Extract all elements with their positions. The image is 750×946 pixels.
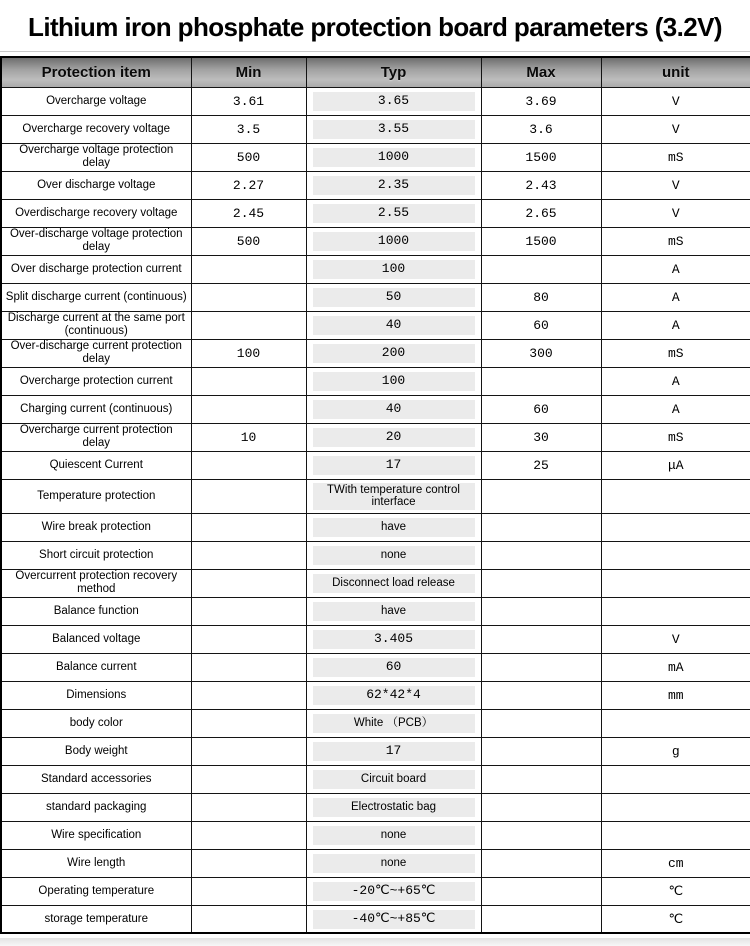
max-cell bbox=[481, 597, 601, 625]
typ-value: 1000 bbox=[313, 232, 475, 251]
table-row bbox=[1, 737, 750, 765]
item-cell: Overdischarge recovery voltage bbox=[1, 199, 191, 227]
min-cell bbox=[191, 625, 306, 653]
min-cell bbox=[191, 569, 306, 597]
min-cell bbox=[191, 737, 306, 765]
unit-cell: A bbox=[601, 367, 750, 395]
max-cell: 2.65 bbox=[481, 199, 601, 227]
table-row bbox=[1, 283, 750, 311]
typ-value: 17 bbox=[313, 742, 475, 761]
unit-cell: mm bbox=[601, 681, 750, 709]
typ-cell bbox=[306, 367, 481, 395]
table-row bbox=[1, 793, 750, 821]
parameters-table bbox=[0, 56, 750, 934]
typ-value: 3.55 bbox=[313, 120, 475, 139]
min-cell: 500 bbox=[191, 143, 306, 171]
unit-cell: A bbox=[601, 283, 750, 311]
typ-cell bbox=[306, 597, 481, 625]
unit-cell bbox=[601, 569, 750, 597]
unit-cell: cm bbox=[601, 849, 750, 877]
typ-cell bbox=[306, 765, 481, 793]
max-cell: 60 bbox=[481, 395, 601, 423]
unit-cell: ℃ bbox=[601, 877, 750, 905]
table-row bbox=[1, 849, 750, 877]
typ-cell bbox=[306, 171, 481, 199]
typ-value: 3.405 bbox=[313, 630, 475, 649]
table-row bbox=[1, 143, 750, 171]
unit-cell: A bbox=[601, 311, 750, 339]
unit-cell: μA bbox=[601, 451, 750, 479]
item-cell: Over-discharge current protection delay bbox=[1, 339, 191, 367]
unit-cell: mS bbox=[601, 423, 750, 451]
item-cell: Standard accessories bbox=[1, 765, 191, 793]
unit-cell: V bbox=[601, 625, 750, 653]
item-cell: Overcharge protection current bbox=[1, 367, 191, 395]
typ-cell bbox=[306, 681, 481, 709]
typ-value: none bbox=[313, 546, 475, 565]
typ-value: Circuit board bbox=[313, 770, 475, 789]
typ-cell bbox=[306, 793, 481, 821]
max-cell: 300 bbox=[481, 339, 601, 367]
item-cell: Charging current (continuous) bbox=[1, 395, 191, 423]
typ-value: 100 bbox=[313, 372, 475, 391]
typ-cell bbox=[306, 709, 481, 737]
min-cell bbox=[191, 653, 306, 681]
unit-cell: ℃ bbox=[601, 905, 750, 933]
typ-value: none bbox=[313, 854, 475, 873]
item-cell: Over-discharge voltage protection delay bbox=[1, 227, 191, 255]
typ-cell bbox=[306, 395, 481, 423]
item-cell: Wire length bbox=[1, 849, 191, 877]
bottom-strip bbox=[0, 938, 750, 946]
max-cell: 1500 bbox=[481, 227, 601, 255]
typ-cell bbox=[306, 625, 481, 653]
min-cell bbox=[191, 877, 306, 905]
max-cell bbox=[481, 709, 601, 737]
typ-value: 40 bbox=[313, 400, 475, 419]
table-row bbox=[1, 255, 750, 283]
max-cell: 25 bbox=[481, 451, 601, 479]
min-cell bbox=[191, 479, 306, 513]
typ-cell bbox=[306, 849, 481, 877]
table-row bbox=[1, 115, 750, 143]
max-cell: 1500 bbox=[481, 143, 601, 171]
item-cell: storage temperature bbox=[1, 905, 191, 933]
item-cell: Quiescent Current bbox=[1, 451, 191, 479]
unit-cell: V bbox=[601, 115, 750, 143]
item-cell: Operating temperature bbox=[1, 877, 191, 905]
unit-cell: A bbox=[601, 395, 750, 423]
typ-cell bbox=[306, 227, 481, 255]
item-cell: standard packaging bbox=[1, 793, 191, 821]
min-cell bbox=[191, 541, 306, 569]
min-cell: 2.27 bbox=[191, 171, 306, 199]
typ-value: 3.65 bbox=[313, 92, 475, 111]
max-cell bbox=[481, 793, 601, 821]
table-row bbox=[1, 541, 750, 569]
item-cell: body color bbox=[1, 709, 191, 737]
column-header-typ: Typ bbox=[306, 57, 481, 87]
typ-cell bbox=[306, 339, 481, 367]
table-row bbox=[1, 877, 750, 905]
typ-cell bbox=[306, 199, 481, 227]
table-row bbox=[1, 339, 750, 367]
unit-cell: V bbox=[601, 171, 750, 199]
typ-value: White （PCB） bbox=[313, 714, 475, 733]
min-cell: 3.61 bbox=[191, 87, 306, 115]
unit-cell: V bbox=[601, 199, 750, 227]
min-cell bbox=[191, 709, 306, 737]
table-row bbox=[1, 681, 750, 709]
max-cell bbox=[481, 821, 601, 849]
column-header-min: Min bbox=[191, 57, 306, 87]
table-row bbox=[1, 765, 750, 793]
min-cell bbox=[191, 451, 306, 479]
typ-value: 60 bbox=[313, 658, 475, 677]
table-row bbox=[1, 479, 750, 513]
typ-cell bbox=[306, 821, 481, 849]
column-header-protection-item: Protection item bbox=[1, 57, 191, 87]
typ-cell bbox=[306, 737, 481, 765]
item-cell: Balance current bbox=[1, 653, 191, 681]
typ-value: 62*42*4 bbox=[313, 686, 475, 705]
typ-cell bbox=[306, 513, 481, 541]
item-cell: Overcharge voltage bbox=[1, 87, 191, 115]
typ-cell bbox=[306, 653, 481, 681]
unit-cell: mS bbox=[601, 339, 750, 367]
page-title: Lithium iron phosphate protection board parameters (3.2V) bbox=[28, 12, 722, 42]
item-cell: Balance function bbox=[1, 597, 191, 625]
max-cell bbox=[481, 765, 601, 793]
title-bar bbox=[0, 0, 750, 49]
max-cell: 3.6 bbox=[481, 115, 601, 143]
item-cell: Wire specification bbox=[1, 821, 191, 849]
min-cell bbox=[191, 793, 306, 821]
item-cell: Dimensions bbox=[1, 681, 191, 709]
unit-cell bbox=[601, 821, 750, 849]
min-cell bbox=[191, 367, 306, 395]
table-row bbox=[1, 625, 750, 653]
min-cell bbox=[191, 765, 306, 793]
table-row bbox=[1, 569, 750, 597]
typ-cell bbox=[306, 479, 481, 513]
min-cell bbox=[191, 311, 306, 339]
typ-cell bbox=[306, 255, 481, 283]
typ-cell bbox=[306, 905, 481, 933]
min-cell bbox=[191, 849, 306, 877]
typ-value: 40 bbox=[313, 316, 475, 335]
unit-cell: g bbox=[601, 737, 750, 765]
table-header-row bbox=[1, 57, 750, 87]
max-cell bbox=[481, 737, 601, 765]
item-cell: Temperature protection bbox=[1, 479, 191, 513]
table-row bbox=[1, 395, 750, 423]
max-cell bbox=[481, 513, 601, 541]
typ-cell bbox=[306, 311, 481, 339]
typ-value: Disconnect load release bbox=[313, 574, 475, 593]
table-row bbox=[1, 513, 750, 541]
table-row bbox=[1, 423, 750, 451]
column-header-unit: unit bbox=[601, 57, 750, 87]
min-cell: 500 bbox=[191, 227, 306, 255]
typ-cell bbox=[306, 877, 481, 905]
table-row bbox=[1, 311, 750, 339]
item-cell: Discharge current at the same port (continuous) bbox=[1, 311, 191, 339]
table-row bbox=[1, 87, 750, 115]
typ-value: 1000 bbox=[313, 148, 475, 167]
unit-cell bbox=[601, 793, 750, 821]
max-cell bbox=[481, 905, 601, 933]
typ-value: 50 bbox=[313, 288, 475, 307]
title-divider bbox=[0, 51, 750, 52]
typ-value: 2.35 bbox=[313, 176, 475, 195]
min-cell: 2.45 bbox=[191, 199, 306, 227]
typ-value: TWith temperature control interface bbox=[313, 483, 475, 510]
unit-cell: A bbox=[601, 255, 750, 283]
item-cell: Over discharge protection current bbox=[1, 255, 191, 283]
table-row bbox=[1, 905, 750, 933]
typ-cell bbox=[306, 451, 481, 479]
typ-value: have bbox=[313, 518, 475, 537]
unit-cell bbox=[601, 541, 750, 569]
item-cell: Overcurrent protection recovery method bbox=[1, 569, 191, 597]
item-cell: Overcharge recovery voltage bbox=[1, 115, 191, 143]
max-cell bbox=[481, 681, 601, 709]
unit-cell: mS bbox=[601, 227, 750, 255]
typ-value: 100 bbox=[313, 260, 475, 279]
typ-value: have bbox=[313, 602, 475, 621]
table-body bbox=[1, 87, 750, 933]
table-row bbox=[1, 821, 750, 849]
item-cell: Over discharge voltage bbox=[1, 171, 191, 199]
min-cell bbox=[191, 395, 306, 423]
typ-value: 200 bbox=[313, 344, 475, 363]
column-header-max: Max bbox=[481, 57, 601, 87]
min-cell: 10 bbox=[191, 423, 306, 451]
item-cell: Overcharge voltage protection delay bbox=[1, 143, 191, 171]
max-cell: 3.69 bbox=[481, 87, 601, 115]
table-row bbox=[1, 171, 750, 199]
max-cell: 30 bbox=[481, 423, 601, 451]
item-cell: Wire break protection bbox=[1, 513, 191, 541]
unit-cell bbox=[601, 709, 750, 737]
min-cell bbox=[191, 681, 306, 709]
max-cell bbox=[481, 877, 601, 905]
table-row bbox=[1, 199, 750, 227]
max-cell bbox=[481, 849, 601, 877]
unit-cell: mS bbox=[601, 143, 750, 171]
max-cell bbox=[481, 479, 601, 513]
typ-cell bbox=[306, 115, 481, 143]
table-row bbox=[1, 227, 750, 255]
unit-cell bbox=[601, 513, 750, 541]
unit-cell bbox=[601, 597, 750, 625]
typ-cell bbox=[306, 283, 481, 311]
min-cell bbox=[191, 283, 306, 311]
table-row bbox=[1, 451, 750, 479]
item-cell: Body weight bbox=[1, 737, 191, 765]
table-row bbox=[1, 367, 750, 395]
typ-cell bbox=[306, 541, 481, 569]
max-cell bbox=[481, 367, 601, 395]
max-cell bbox=[481, 653, 601, 681]
item-cell: Overcharge current protection delay bbox=[1, 423, 191, 451]
item-cell: Split discharge current (continuous) bbox=[1, 283, 191, 311]
typ-value: none bbox=[313, 826, 475, 845]
max-cell bbox=[481, 255, 601, 283]
table-row bbox=[1, 653, 750, 681]
table-row bbox=[1, 709, 750, 737]
table-row bbox=[1, 597, 750, 625]
typ-value: -40℃~+85℃ bbox=[313, 910, 475, 929]
unit-cell bbox=[601, 765, 750, 793]
typ-value: -20℃~+65℃ bbox=[313, 882, 475, 901]
min-cell: 3.5 bbox=[191, 115, 306, 143]
max-cell bbox=[481, 625, 601, 653]
max-cell bbox=[481, 541, 601, 569]
min-cell bbox=[191, 255, 306, 283]
typ-cell bbox=[306, 87, 481, 115]
typ-value: 17 bbox=[313, 456, 475, 475]
min-cell bbox=[191, 821, 306, 849]
typ-cell bbox=[306, 143, 481, 171]
min-cell bbox=[191, 905, 306, 933]
unit-cell bbox=[601, 479, 750, 513]
max-cell: 2.43 bbox=[481, 171, 601, 199]
typ-value: Electrostatic bag bbox=[313, 798, 475, 817]
item-cell: Balanced voltage bbox=[1, 625, 191, 653]
typ-value: 2.55 bbox=[313, 204, 475, 223]
min-cell bbox=[191, 513, 306, 541]
min-cell: 100 bbox=[191, 339, 306, 367]
min-cell bbox=[191, 597, 306, 625]
unit-cell: V bbox=[601, 87, 750, 115]
max-cell: 80 bbox=[481, 283, 601, 311]
unit-cell: mA bbox=[601, 653, 750, 681]
typ-cell bbox=[306, 569, 481, 597]
item-cell: Short circuit protection bbox=[1, 541, 191, 569]
max-cell bbox=[481, 569, 601, 597]
max-cell: 60 bbox=[481, 311, 601, 339]
typ-cell bbox=[306, 423, 481, 451]
typ-value: 20 bbox=[313, 428, 475, 447]
